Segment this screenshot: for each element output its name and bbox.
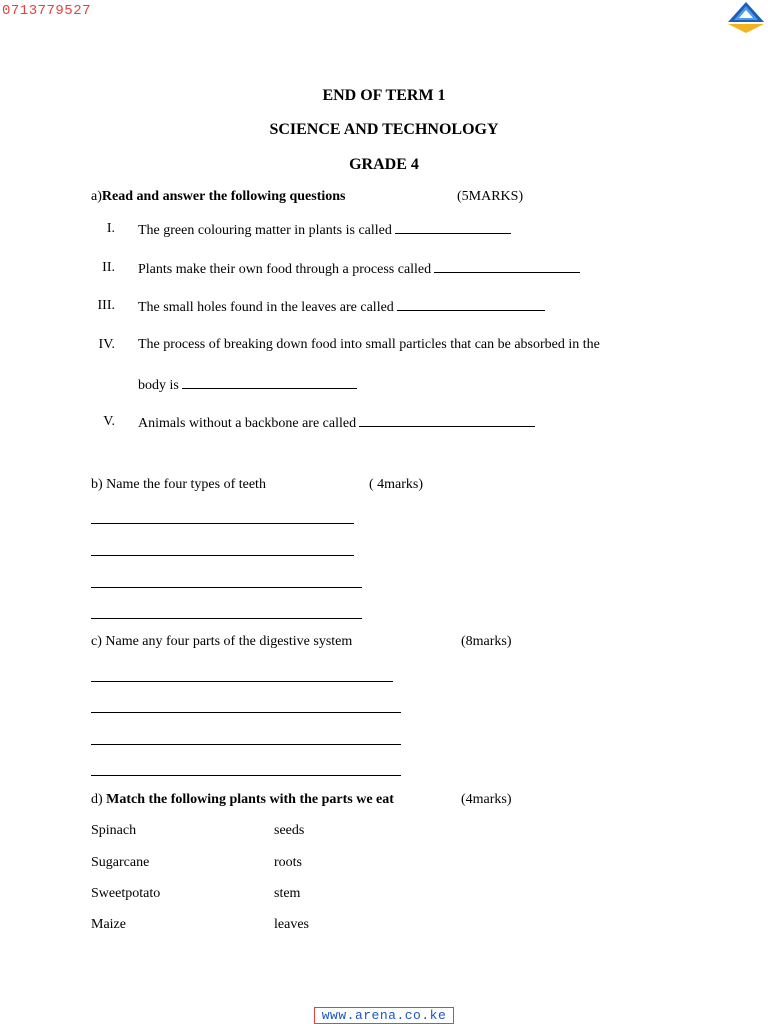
question-item <box>138 376 357 394</box>
answer-line[interactable] <box>91 681 393 682</box>
arena-logo-icon <box>724 0 768 36</box>
question-text: Animals without a backbone are called <box>138 416 357 431</box>
question-text: The small holes found in the leaves are called <box>138 300 394 315</box>
plant-item: Sugarcane <box>91 855 150 870</box>
footer-website-link[interactable]: www.arena.co.ke <box>314 1007 454 1024</box>
question-continuation: body is <box>138 378 179 393</box>
question-number: I. <box>106 221 115 236</box>
answer-blank[interactable] <box>182 376 357 389</box>
question-text: The process of breaking down food into small particles that can be absorbed in the <box>138 337 600 352</box>
plant-item: Maize <box>91 917 126 932</box>
plant-part-item: roots <box>274 855 302 870</box>
answer-line[interactable] <box>91 523 354 524</box>
question-number: IV. <box>98 337 115 352</box>
question-item <box>138 414 535 432</box>
exam-title: END OF TERM 1 <box>322 87 446 104</box>
answer-line[interactable] <box>91 618 362 619</box>
section-d-prefix: d) <box>91 792 107 807</box>
plant-part-item: seeds <box>274 823 305 838</box>
question-item <box>138 260 580 278</box>
answer-blank[interactable] <box>397 298 545 311</box>
question-text: Plants make their own food through a process called <box>138 262 432 277</box>
answer-blank[interactable] <box>395 221 511 234</box>
answer-line[interactable] <box>91 555 354 556</box>
question-number: V. <box>103 414 115 429</box>
question-item <box>138 221 511 239</box>
subject-title: SCIENCE AND TECHNOLOGY <box>269 121 499 138</box>
section-d-marks: (4marks) <box>461 792 512 807</box>
section-b-heading: b) Name the four types of teeth <box>91 477 266 492</box>
section-c-heading: c) Name any four parts of the digestive system <box>91 634 353 649</box>
answer-line[interactable] <box>91 587 362 588</box>
section-a-title: Read and answer the following questions <box>101 189 346 204</box>
phone-number: 0713779527 <box>2 3 92 19</box>
answer-blank[interactable] <box>359 414 535 427</box>
plant-part-item: leaves <box>274 917 309 932</box>
section-a-marks: (5MARKS) <box>457 189 524 204</box>
grade-title: GRADE 4 <box>349 156 419 173</box>
question-text: The green colouring matter in plants is called <box>138 223 392 238</box>
answer-line[interactable] <box>91 712 401 713</box>
plant-item: Sweetpotato <box>91 886 161 901</box>
section-c-marks: (8marks) <box>461 634 512 649</box>
plant-item: Spinach <box>91 823 137 838</box>
question-number: III. <box>97 298 115 313</box>
section-d-heading <box>91 792 394 808</box>
question-number: II. <box>102 260 115 275</box>
section-a-heading <box>91 189 346 205</box>
answer-blank[interactable] <box>434 260 580 273</box>
plant-part-item: stem <box>274 886 301 901</box>
section-a-prefix: a) <box>91 189 102 204</box>
section-d-title: Match the following plants with the parts we eat <box>106 792 394 807</box>
section-b-marks: ( 4marks) <box>369 477 424 492</box>
answer-line[interactable] <box>91 744 401 745</box>
answer-line[interactable] <box>91 775 401 776</box>
question-item <box>138 298 545 316</box>
